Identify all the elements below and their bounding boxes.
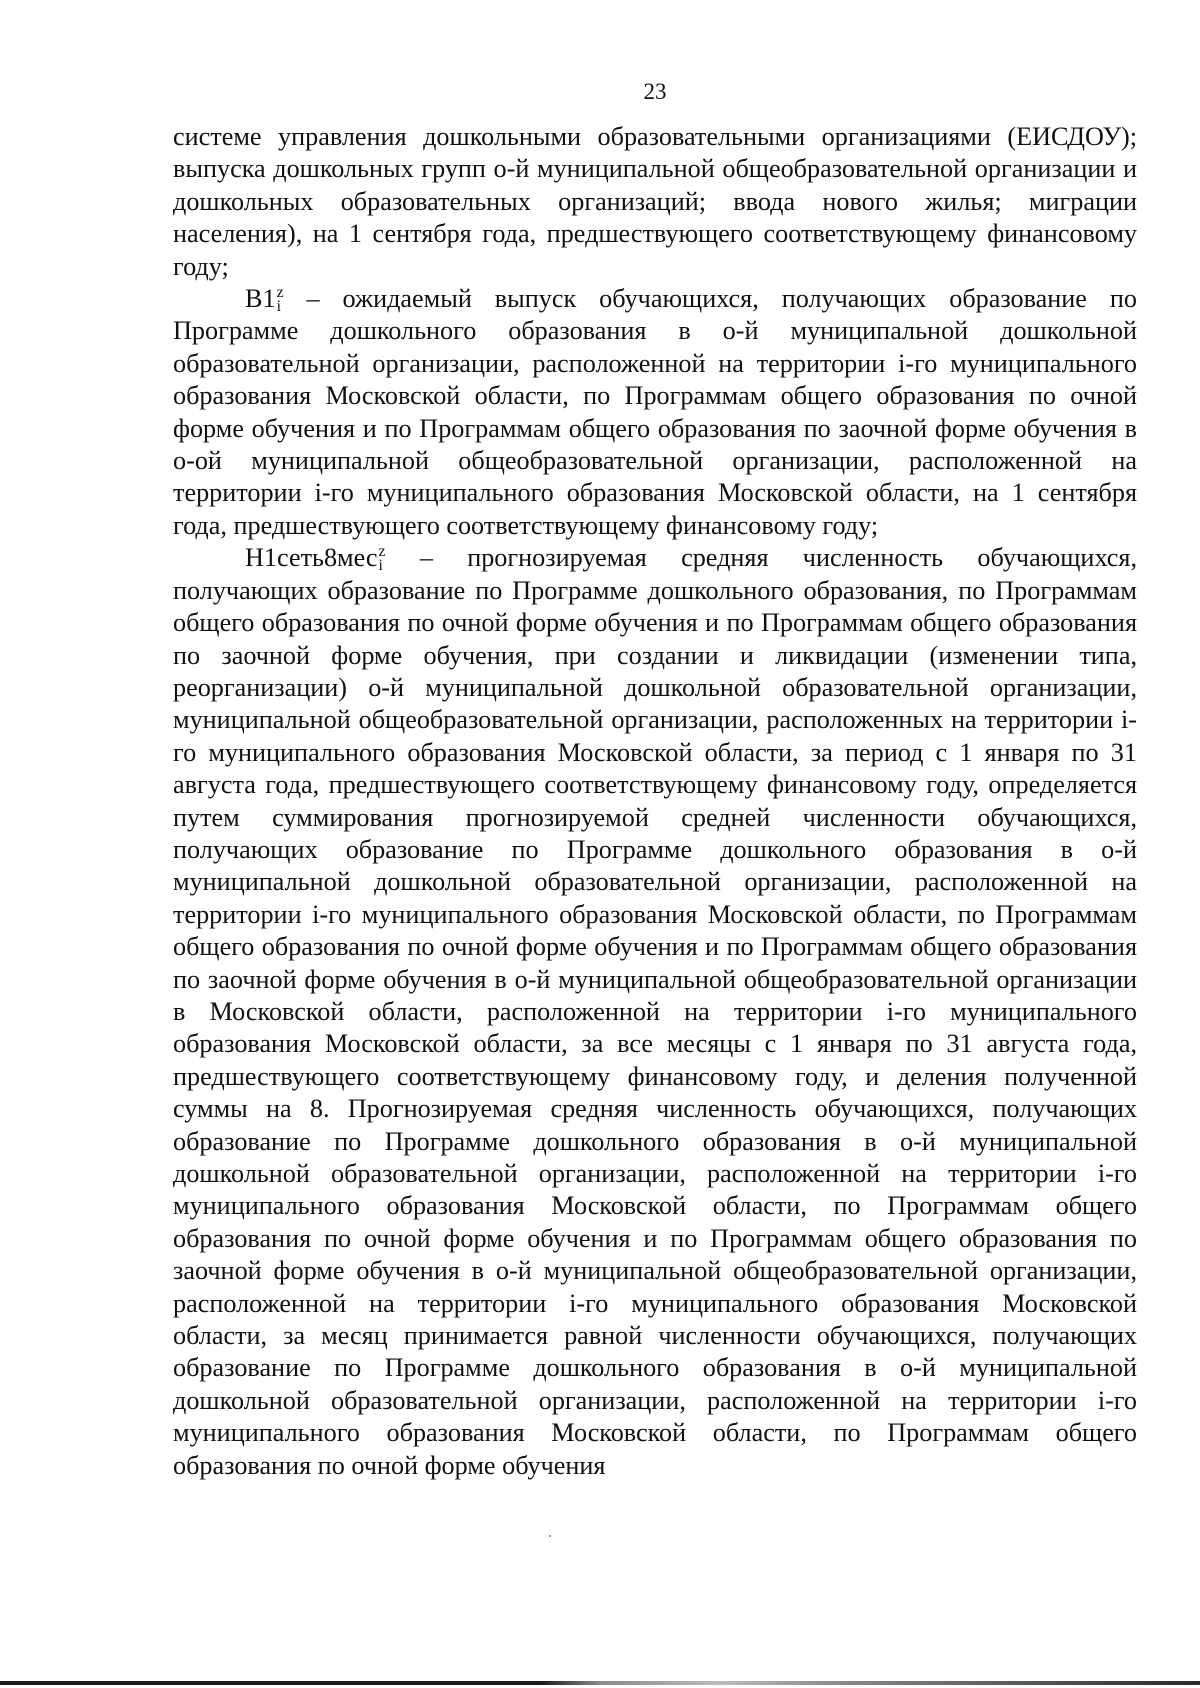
scan-edge-line (0, 1681, 1200, 1685)
definition-text: – прогнозируемая средняя численность обучающихся, получающих образование по Программе дошкольного образования, по Программам общего образования по очной форме обучения и по Программам общего образования по заочной форме обучения, при создании и ликвидации (изменении типа, реорганизации) о-й муниципальной дошкольной образовательной организации, муниципальной общеобразовательной организации, расположенных на территории i-го муниципального образования Московской области, за период с 1 января по 31 августа года, предшествующего соответствующему финансовому году, определяется путем суммирования прогнозируемой средней численности обучающихся, получающих образование по Программе дошкольного образования в о-й муниципальной дошкольной образовательной организации, расположенной на территории i-го муниципального образования Московской области, по Программам общего образования по очной форме обучения и по Программам общего образования по заочной форме обучения в о-й муниципальной общеобразовательной организации в Московской области, расположенной на территории i-го муниципального образования Московской области, за все месяцы с 1 января по 31 августа года, предшествующего соответствующему финансовому году, и деления полученной суммы на 8. Прогнозируемая средняя численность обучающихся, получающих образование по Программе дошкольного образования в о-й муниципальной дошкольной образовательной организации, расположенной на территории i-го муниципального образования Московской области, по Программам общего образования по очной форме обучения и по Программам общего образования по заочной форме обучения в о-й муниципальной общеобразовательной организации, расположенной на территории i-го муниципального образования Московской области, за месяц принимается равной численности обучающихся, получающих образование по Программе дошкольного образования в о-й муниципальной дошкольной образовательной организации, расположенной на территории i-го муниципального образования Московской области, по Программам общего образования по очной форме обучения (173, 543, 1137, 1480)
definition-text: – ожидаемый выпуск обучающихся, получающих образование по Программе дошкольного образования в о-й муниципальной дошкольной образовательной организации, расположенной на территории i-го муниципального образования Московской области, по Программам общего образования по очной форме обучения и по Программам общего образования по заочной форме обучения в о-ой муниципальной общеобразовательной организации, расположенной на территории i-го муниципального образования Московской области, на 1 сентября года, предшествующего соответствующему финансовому году; (173, 284, 1137, 540)
subscript: i (378, 557, 383, 575)
page-number: 23 (643, 79, 667, 104)
document-body (173, 121, 1137, 1482)
paragraph-n1set-definition (173, 542, 1137, 1482)
symbol-scripts (379, 545, 386, 573)
formula-symbol-b1: В1 z i (245, 283, 284, 315)
formula-symbol-n1set8mes: Н1сеть8мес z i (245, 543, 386, 575)
superscript: z (276, 283, 284, 301)
scan-speck (549, 1535, 551, 1537)
paragraph-b1-definition (173, 283, 1137, 542)
paragraph-continuation: системе управления дошкольными образовательными организациями (ЕИСДОУ); выпуска дошкольных групп о-й муниципальной общеобразовательной организации и дошкольных образовательных организаций; ввода нового жилья; миграции населения), на 1 сентября года, предшествующего соответствующему финансовому году; (173, 122, 1137, 281)
subscript: i (276, 297, 281, 315)
superscript: z (378, 543, 386, 561)
symbol-scripts (276, 283, 284, 315)
